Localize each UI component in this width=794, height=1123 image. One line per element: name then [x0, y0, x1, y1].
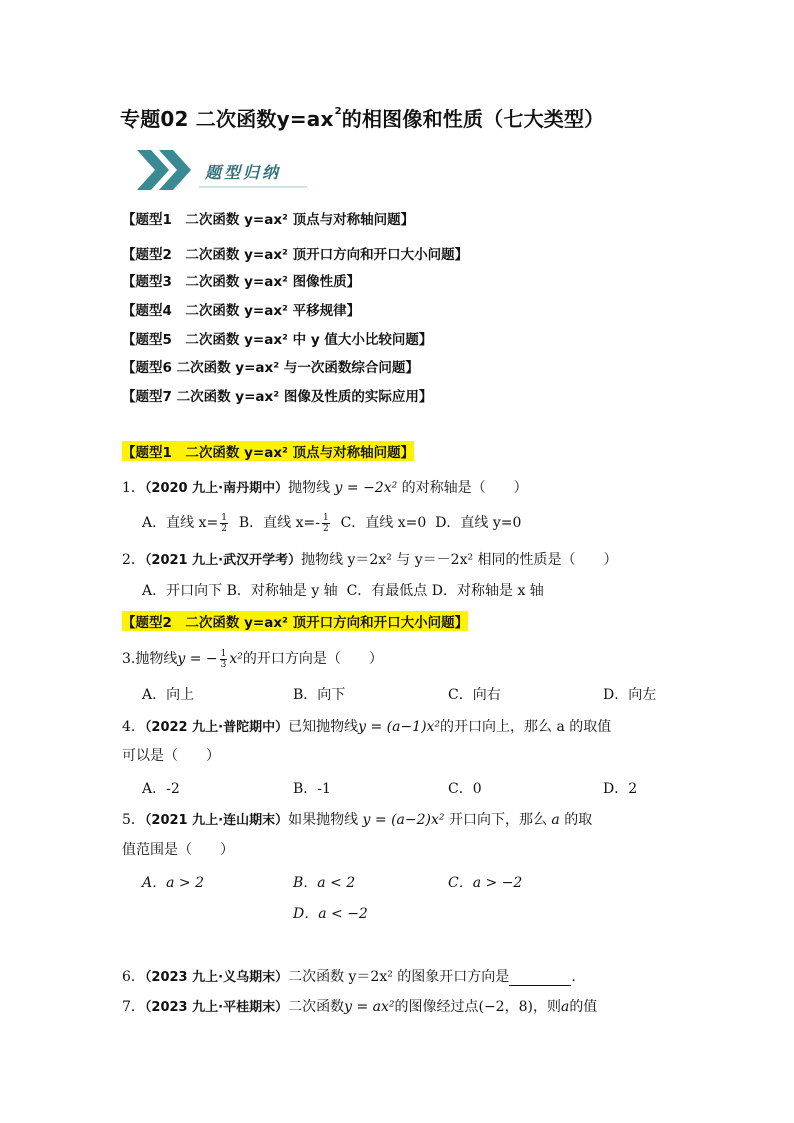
question-6: 6．（2023 九上·义乌期末）二次函数 y＝2x² 的图象开口方向是 .	[122, 969, 576, 985]
question-1: 1．（2020 九上·南丹期中）抛物线 y = −2x² 的对称轴是（ ）	[122, 480, 528, 496]
section-heading-2: 【题型2 二次函数 y=ax² 顶开口方向和开口大小问题】	[122, 611, 468, 631]
question-5-line2: 值范围是（ ）	[122, 842, 234, 858]
title-tail: 的相图像和性质（七大类型）	[341, 107, 605, 131]
double-chevron-icon	[137, 150, 191, 190]
banner-title: 题型归纳	[205, 163, 282, 182]
q4-option-a: A．-2	[142, 781, 180, 797]
question-3: 3.抛物线y = − $\frac{1}{3}$ x²的开口方向是（ ）	[122, 648, 383, 670]
question-2-options: A．开口向下 B．对称轴是 y 轴 C．有最低点 D．对称轴是 x 轴	[142, 583, 544, 599]
q5-option-c: C．a > −2	[448, 875, 523, 891]
title-main: 专题02 二次函数y=ax	[120, 107, 334, 131]
q3-option-b: B．向下	[293, 687, 346, 703]
toc-item-7: 【题型7 二次函数 y=ax² 图像及性质的实际应用】	[122, 389, 433, 405]
q4-option-b: B．-1	[293, 781, 331, 797]
question-7: 7．（2023 九上·平桂期末）二次函数y = ax²的图像经过点(−2，8)，则a的值	[122, 999, 598, 1015]
q5-option-b: B．a < 2	[293, 875, 356, 891]
q3-option-a: A．向上	[142, 687, 195, 703]
q4-option-c: C．0	[448, 781, 482, 797]
q3-option-d: D．向左	[603, 687, 657, 703]
question-4: 4．（2022 九上·普陀期中）已知抛物线y = (a−1)x²的开口向上，那么 a 的取值	[122, 719, 612, 735]
title-superscript: 2	[334, 106, 342, 117]
question-5: 5．（2021 九上·连山期末）如果抛物线 y = (a−2)x² 开口向下，那么 a 的取	[122, 812, 593, 828]
q5-option-d: D．a < −2	[293, 906, 368, 922]
toc-item-3: 【题型3 二次函数 y=ax² 图像性质】	[122, 274, 361, 290]
toc-item-1: 【题型1 二次函数 y=ax² 顶点与对称轴问题】	[122, 212, 415, 228]
question-1-options: A．直线 x= $\frac{1}{2}$ B．直线 x=- $\frac{1}{2}$ C．直线 x=0 D．直线 y=0	[142, 512, 522, 534]
section-heading-1: 【题型1 二次函数 y=ax² 顶点与对称轴问题】	[122, 441, 414, 461]
toc-item-4: 【题型4 二次函数 y=ax² 平移规律】	[122, 303, 361, 319]
toc-item-2: 【题型2 二次函数 y=ax² 顶开口方向和开口大小问题】	[122, 247, 469, 263]
question-2: 2．（2021 九上·武汉开学考）抛物线 y＝2x² 与 y＝－2x² 相同的性质是（ ）	[122, 552, 618, 568]
q3-option-c: C．向右	[448, 687, 501, 703]
q4-option-d: D．2	[603, 781, 638, 797]
q5-option-a: A．a > 2	[142, 875, 204, 891]
question-4-line2: 可以是（ ）	[122, 748, 220, 764]
page-title	[120, 103, 604, 132]
answer-blank[interactable]	[509, 971, 571, 986]
toc-item-6: 【题型6 二次函数 y=ax² 与一次函数综合问题】	[122, 360, 419, 376]
toc-item-5: 【题型5 二次函数 y=ax² 中 y 值大小比较问题】	[122, 332, 433, 348]
